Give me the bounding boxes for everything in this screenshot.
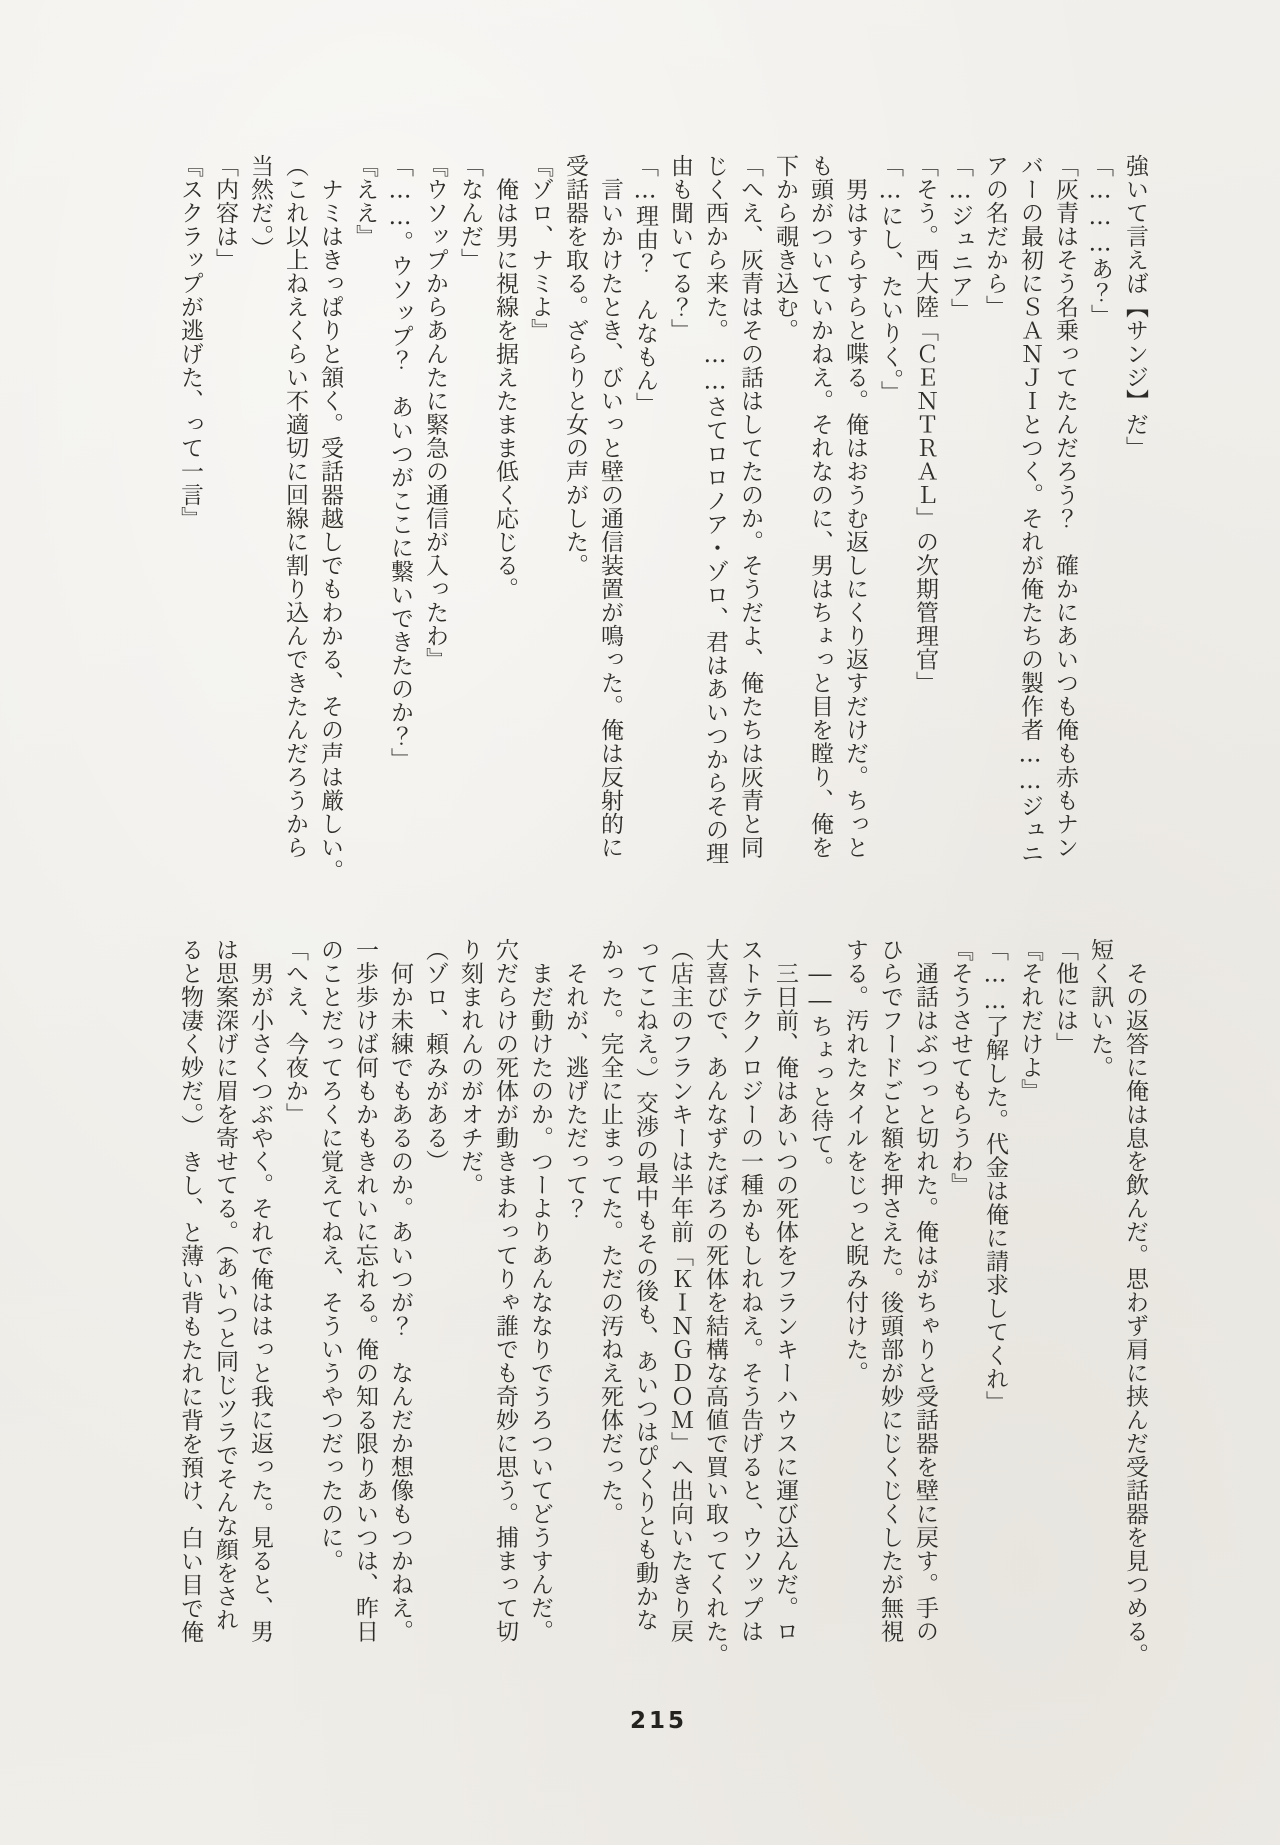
- text-line: 『ええ』: [352, 154, 378, 248]
- text-line: 由も聞いてる？」: [667, 154, 693, 342]
- text-line: 「他には」: [1052, 938, 1078, 1056]
- text-line: 大喜びで、あんなずたぼろの死体を結構な高値で買い取ってくれた。: [702, 938, 728, 1667]
- text-line: ってこねえ。）交渉の最中もその後も、あいつはぴくりとも動かな: [632, 938, 658, 1632]
- text-line: かった。完全に止まってた。ただの汚ねえ死体だった。: [597, 938, 623, 1526]
- text-line: じく西から来た。……さてロロノア・ゾロ、君はあいつからその理: [702, 154, 728, 865]
- text-line: 男が小さくつぶやく。それで俺ははっと我に返った。見ると、男: [247, 938, 273, 1643]
- text-line: り刻まれんのがオチだ。: [457, 938, 483, 1197]
- text-line: それが、逃げただって？: [562, 938, 588, 1220]
- text-line: 穴だらけの死体が動きまわってりゃ誰でも奇妙に思う。捕まって切: [492, 938, 518, 1643]
- text-line: 一歩歩けば何もかもきれいに忘れる。俺の知る限りあいつは、昨日: [352, 938, 378, 1643]
- text-line: 三日前、俺はあいつの死体をフランキーハウスに運び込んだ。ロ: [772, 938, 798, 1643]
- text-line: ストテクノロジーの一種かもしれねえ。そう告げると、ウソップは: [737, 938, 763, 1643]
- text-line: 強いて言えば【サンジ】だ」: [1122, 154, 1148, 460]
- text-line: 「灰青はそう名乗ってたんだろう？ 確かにあいつも俺も赤もナン: [1052, 154, 1078, 859]
- text-line: （これ以上ねえくらい不適切に回線に割り込んできたんだろうから: [282, 154, 308, 859]
- text-line: 「そう。西大陸「ＣＥＮＴＲＡＬ」の次期管理官」: [912, 154, 938, 695]
- text-line: 『ウソップからあんたに緊急の通信が入ったわ』: [422, 154, 448, 671]
- text-line: 『それだけよ』: [1017, 938, 1043, 1103]
- page-number: 215: [630, 1708, 688, 1734]
- text-line: ると物凄く妙だ。） きし、と薄い背もたれに背を預け、白い目で俺: [177, 938, 203, 1644]
- text-line: その返答に俺は息を飲んだ。思わず肩に挟んだ受話器を見つめる。: [1122, 938, 1148, 1667]
- text-line: は思案深げに眉を寄せてる。（あいつと同じツラでそんな顔をされ: [212, 938, 238, 1632]
- bottom-text-block: [172, 938, 1152, 1667]
- text-line: 言いかけたとき、びいっと壁の通信装置が鳴った。俺は反射的に: [597, 154, 623, 859]
- text-line: ――ちょっと待て。: [807, 938, 833, 1179]
- text-line: （ゾロ、頼みがある）: [422, 938, 448, 1173]
- text-line: 通話はぶつっと切れた。俺はがちゃりと受話器を壁に戻す。手の: [912, 938, 938, 1643]
- text-line: 男はすらすらと喋る。俺はおうむ返しにくり返すだけだ。ちっと: [842, 154, 868, 859]
- text-line: 「内容は」: [212, 154, 238, 272]
- text-line: 下から覗き込む。: [772, 154, 798, 342]
- text-line: アの名だから」: [982, 154, 1008, 319]
- text-line: まだ動けたのか。つーよりあんななりでうろついてどうすんだ。: [527, 938, 553, 1643]
- text-line: のことだってろくに覚えてねえ、そういうやつだったのに。: [317, 938, 343, 1573]
- text-line: 「…理由？ んなもん」: [632, 154, 658, 416]
- text-line: バーの最初にＳＡＮＪＩとつく。それが俺たちの製作者……ジュニ: [1017, 154, 1043, 865]
- text-line: 当然だ。）: [247, 154, 273, 260]
- text-line: ナミはきっぱりと頷く。受話器越しでもわかる、その声は厳しい。: [317, 154, 343, 883]
- text-line: 短く訊いた。: [1087, 938, 1113, 1079]
- text-line: ひらでフードごと額を押さえた。後頭部が妙にじくじくしたが無視: [877, 938, 903, 1643]
- text-line: 何か未練でもあるのか。あいつが？ なんだか想像もつかねえ。: [387, 938, 413, 1643]
- text-line: 「なんだ」: [457, 154, 483, 272]
- text-line: 『そうさせてもらうわ』: [947, 938, 973, 1197]
- text-line: （店主のフランキーは半年前「ＫＩＮＧＤＯＭ」へ出向いたきり戻: [667, 938, 693, 1643]
- text-line: 俺は男に視線を据えたまま低く応じる。: [492, 154, 518, 601]
- text-line: 「へえ、今夜か」: [282, 938, 308, 1126]
- text-line: 「……。ウソップ？ あいつがここに繋いできたのか？」: [387, 154, 413, 771]
- text-line: 「……了解した。代金は俺に請求してくれ」: [982, 938, 1008, 1414]
- text-line: 受話器を取る。ざらりと女の声がした。: [562, 154, 588, 577]
- text-line: 「………あ？」: [1087, 154, 1113, 328]
- top-text-block: [172, 154, 1152, 883]
- text-line: も頭がついていかねえ。それなのに、男はちょっと目を瞠り、俺を: [807, 154, 833, 859]
- text-line: 『ゾロ、ナミよ』: [527, 154, 553, 342]
- text-line: 「…ジュニア」: [947, 154, 973, 322]
- text-line: 「へえ、灰青はその話はしてたのか。そうだよ、俺たちは灰青と同: [737, 154, 763, 859]
- text-line: 「…にし、たいりく。」: [877, 154, 903, 404]
- text-line: 『スクラップが逃げた、って一言』: [177, 154, 203, 530]
- text-line: する。汚れたタイルをじっと睨み付けた。: [842, 938, 868, 1385]
